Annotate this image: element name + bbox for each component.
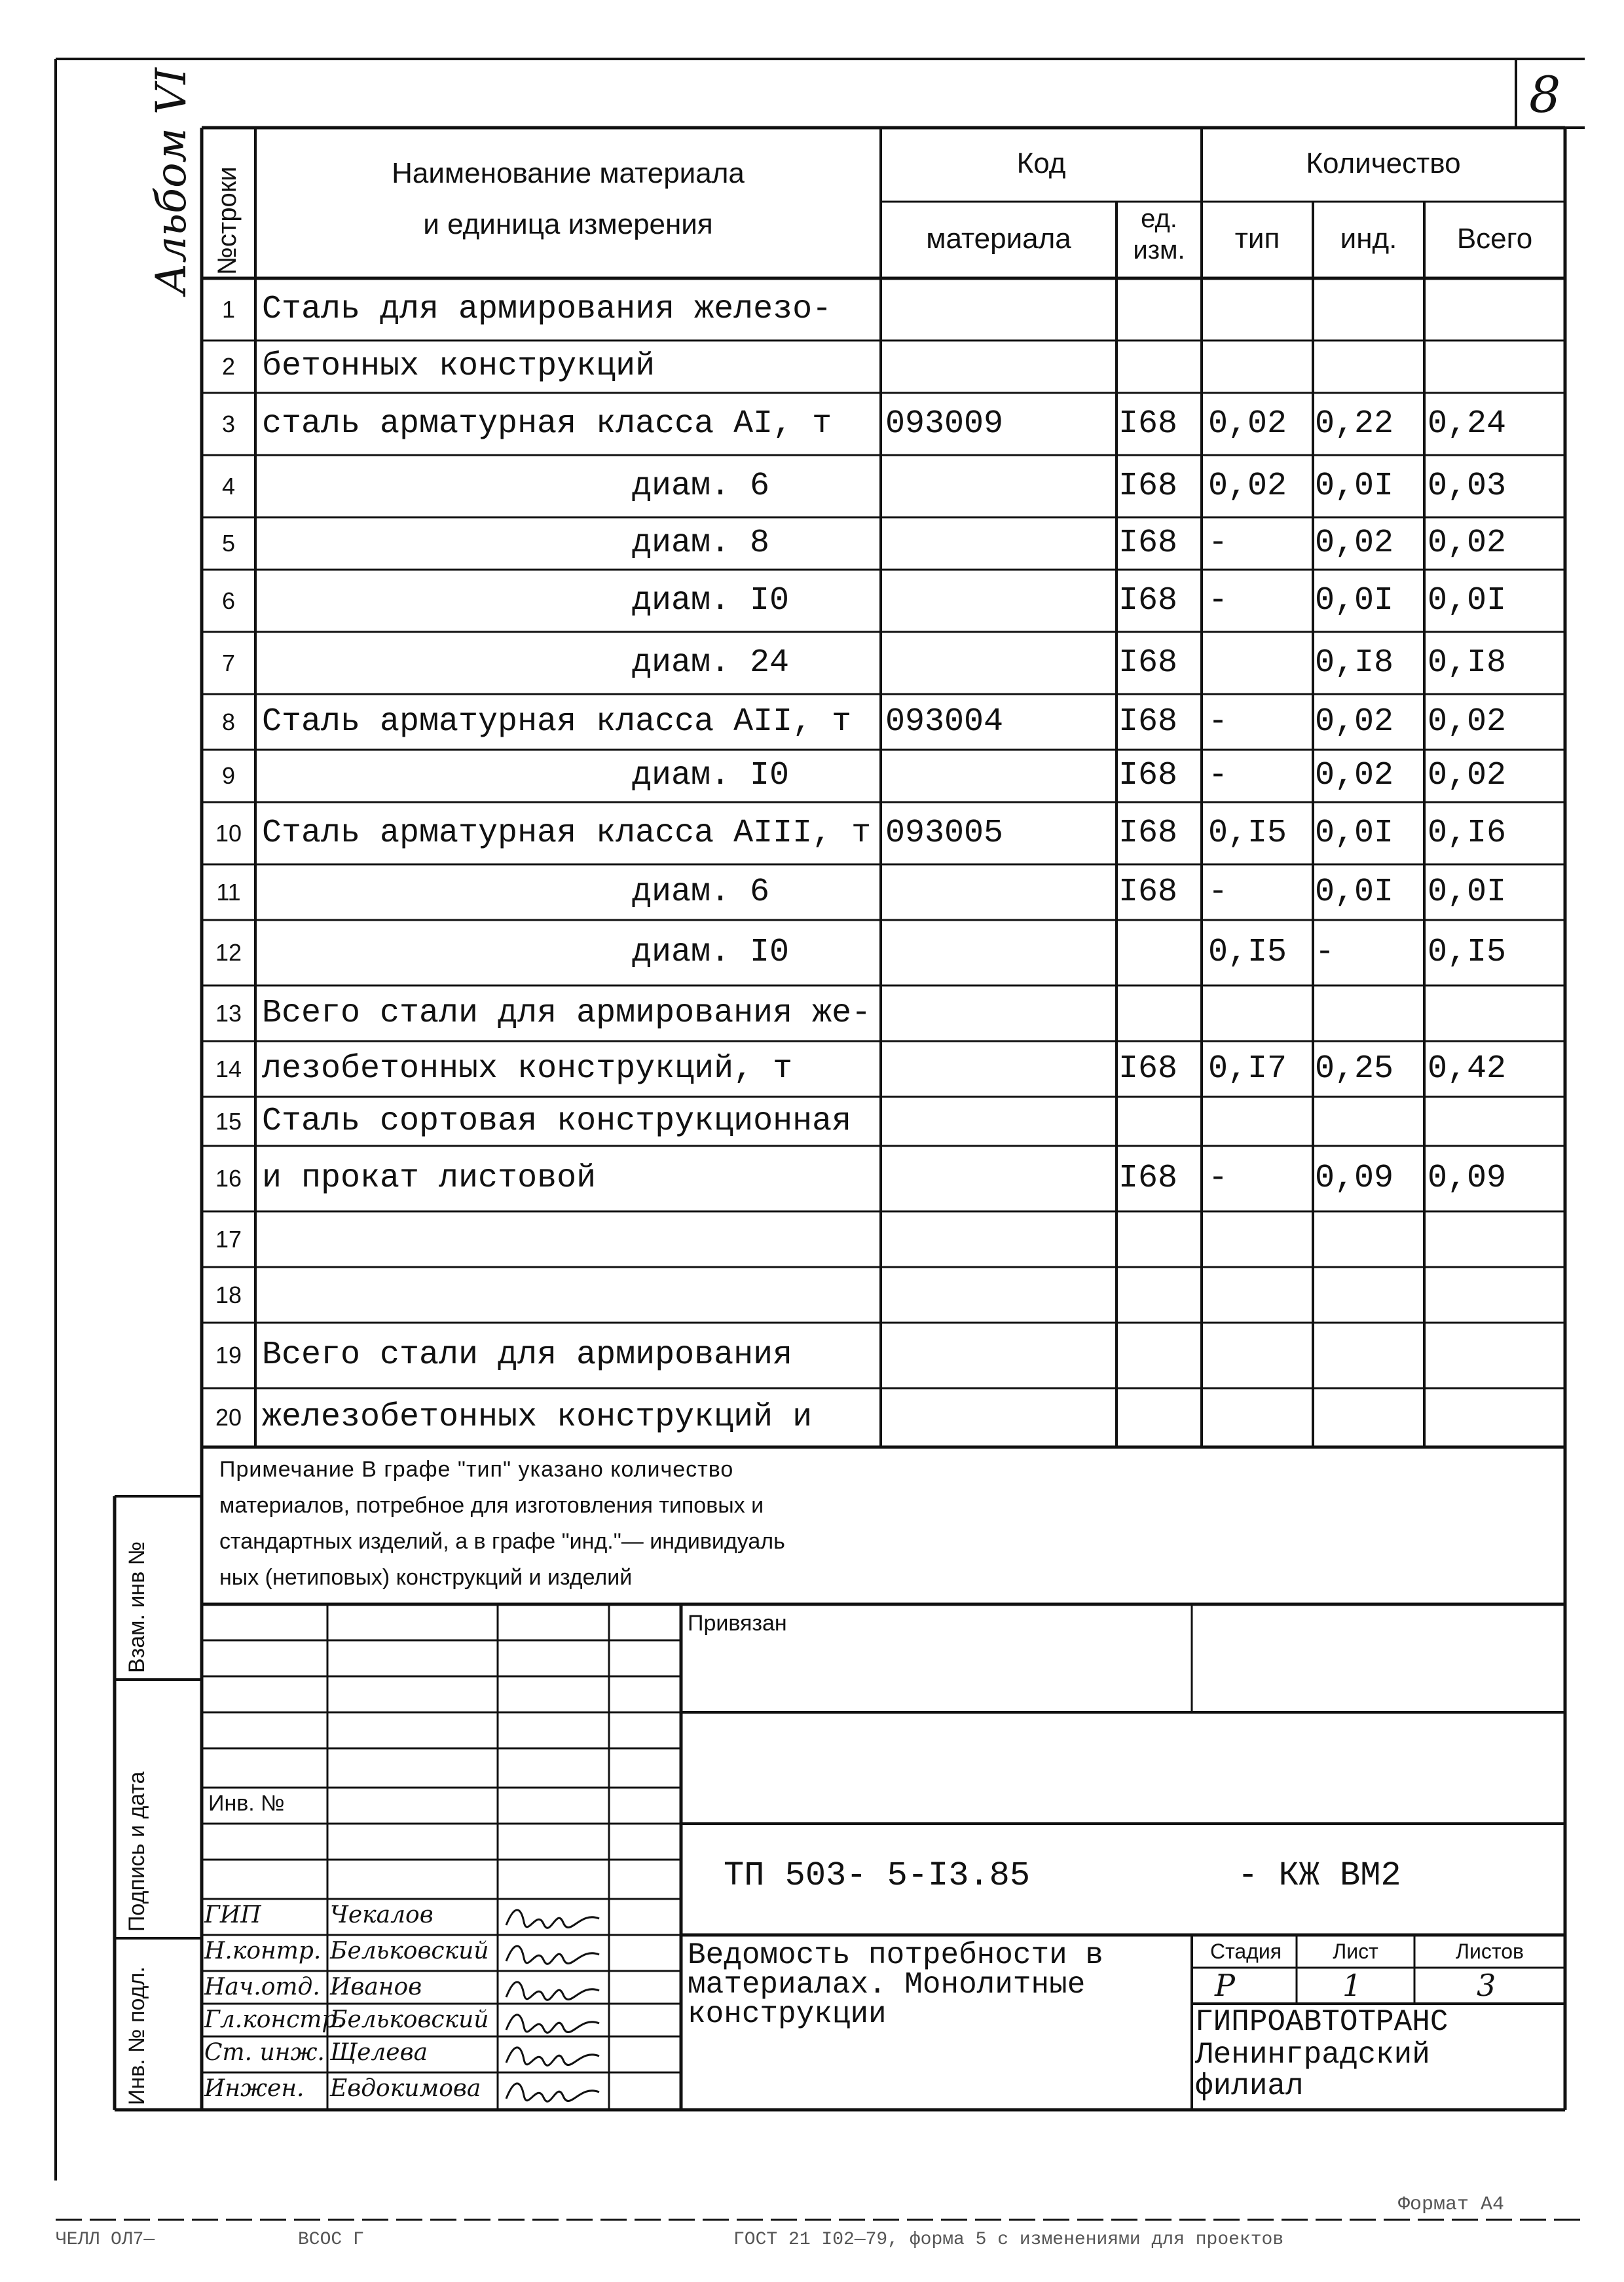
material-name: Всего стали для армирования xyxy=(262,1336,793,1374)
row-number: 14 xyxy=(215,1055,242,1082)
description-line3: конструкции xyxy=(688,1997,887,2031)
material-name: диам. 24 xyxy=(632,644,790,682)
footer-left: ЧЕЛЛ ОЛ7— xyxy=(56,2230,155,2250)
organization-line1: ГИПРОАВТОТРАНС xyxy=(1195,2005,1449,2039)
replacement-inventory-label: Взам. инв № xyxy=(124,1541,149,1673)
quantity-typ: 0,I7 xyxy=(1208,1050,1287,1088)
quantity-typ: - xyxy=(1208,524,1228,562)
organization-line3: филиал xyxy=(1195,2069,1304,2103)
material-name: Сталь для армирования железо- xyxy=(262,290,832,328)
signatory-role: ГИП xyxy=(204,1902,261,1928)
material-name: Сталь арматурная класса AII, т xyxy=(262,703,852,741)
quantity-ind: 0,09 xyxy=(1315,1160,1394,1197)
quantity-ind: - xyxy=(1315,934,1335,971)
original-inventory-label: Инв. № подл. xyxy=(124,1966,149,2105)
handwritten-signature xyxy=(501,2072,606,2108)
quantity-total: 0,42 xyxy=(1428,1050,1507,1088)
quantity-ind: 0,22 xyxy=(1315,405,1394,443)
quantity-total: 0,03 xyxy=(1428,467,1507,505)
material-name: и прокат листовой xyxy=(262,1160,597,1197)
sheet-value: 1 xyxy=(1342,1968,1362,2003)
sheet-number: 8 xyxy=(1529,65,1561,124)
unit-header-line1: ед. xyxy=(1141,204,1177,233)
note-line4: ных (нетиповых) конструкций и изделий xyxy=(219,1565,633,1590)
quantity-ind: 0,0I xyxy=(1315,814,1394,852)
name-header-line1: Наименование материала xyxy=(392,157,745,189)
quantity-total: 0,I8 xyxy=(1428,644,1507,682)
sheets-label: Листов xyxy=(1456,1940,1524,1963)
privyazan-label: Привязан xyxy=(688,1611,787,1636)
unit-code: I68 xyxy=(1118,757,1178,794)
signature-date-label: Подпись и дата xyxy=(124,1771,149,1932)
quantity-total: 0,0I xyxy=(1428,873,1507,911)
signatory-role: Нач.отд. xyxy=(204,1974,320,2000)
row-number: 1 xyxy=(221,295,236,323)
material-code: 093004 xyxy=(885,703,1004,741)
unit-code: I68 xyxy=(1118,1160,1178,1197)
footer-mid: ВСОС Г xyxy=(298,2230,364,2250)
row-number: 2 xyxy=(221,353,236,380)
signatory-role: Н.контр. xyxy=(204,1938,322,1964)
unit-code: I68 xyxy=(1118,524,1178,562)
material-name: сталь арматурная класса AI, т xyxy=(262,405,832,443)
row-number: 16 xyxy=(215,1165,242,1192)
row-number: 9 xyxy=(221,762,236,789)
row-number: 19 xyxy=(215,1342,242,1369)
quantity-total: 0,24 xyxy=(1428,405,1507,443)
row-number: 18 xyxy=(215,1281,242,1308)
signatory-role: Гл.констр. xyxy=(204,2006,344,2033)
material-header: материала xyxy=(926,223,1071,255)
sheet-label: Лист xyxy=(1333,1940,1378,1963)
quantity-ind: 0,02 xyxy=(1315,757,1394,794)
note-line3: стандартных изделий, а в графе "инд."— индивидуаль xyxy=(219,1529,785,1554)
material-name: диам. 6 xyxy=(632,467,770,505)
typ-header: тип xyxy=(1234,223,1280,255)
quantity-total: 0,02 xyxy=(1428,757,1507,794)
material-name: диам. I0 xyxy=(632,581,790,619)
description-line1: Ведомость потребности в xyxy=(688,1938,1103,1972)
row-number: 13 xyxy=(215,999,242,1027)
quantity-typ: 0,I5 xyxy=(1208,934,1287,971)
note-line1: Примечание В графе "тип" указано количество xyxy=(219,1457,734,1482)
row-number: 10 xyxy=(215,819,242,847)
quantity-ind: 0,0I xyxy=(1315,873,1394,911)
unit-code: I68 xyxy=(1118,703,1178,741)
signatory-name: Евдокимова xyxy=(330,2075,481,2102)
name-header-line2: и единица измерения xyxy=(423,208,713,240)
handwritten-signature xyxy=(501,1935,606,1971)
material-name: бетонных конструкций xyxy=(262,348,655,385)
material-code: 093005 xyxy=(885,814,1004,852)
quantity-typ: - xyxy=(1208,873,1228,911)
material-name: Сталь сортовая конструкционная xyxy=(262,1102,852,1140)
handwritten-signature xyxy=(501,2036,606,2072)
signatory-name: Бельковский xyxy=(330,1938,489,1964)
handwritten-signature xyxy=(501,1899,606,1935)
note-line2: материалов, потребное для изготовления типовых и xyxy=(219,1493,764,1518)
quantity-header: Количество xyxy=(1306,147,1461,179)
description-line2: материалах. Монолитные xyxy=(688,1968,1086,2002)
material-name: диам. I0 xyxy=(632,934,790,971)
material-name: Сталь арматурная класса AIII, т xyxy=(262,814,872,852)
row-number: 5 xyxy=(221,530,236,557)
row-number: 12 xyxy=(215,939,242,966)
unit-header-line2: изм. xyxy=(1133,236,1185,265)
signatory-name: Бельковский xyxy=(330,2006,489,2033)
quantity-total: 0,02 xyxy=(1428,703,1507,741)
row-number-header: №строки xyxy=(213,166,242,275)
quantity-total: 0,0I xyxy=(1428,581,1507,619)
material-name: железобетонных конструкций и xyxy=(262,1399,813,1436)
unit-code: I68 xyxy=(1118,581,1178,619)
quantity-typ: - xyxy=(1208,1160,1228,1197)
row-number: 3 xyxy=(221,410,236,437)
unit-code: I68 xyxy=(1118,405,1178,443)
material-name: диам. 8 xyxy=(632,524,770,562)
signatory-name: Иванов xyxy=(330,1974,422,2000)
quantity-ind: 0,I8 xyxy=(1315,644,1394,682)
signatory-name: Щелева xyxy=(330,2039,428,2066)
quantity-ind: 0,0I xyxy=(1315,467,1394,505)
stage-value: Р xyxy=(1215,1968,1235,2003)
unit-code: I68 xyxy=(1118,467,1178,505)
material-name: лезобетонных конструкций, т xyxy=(262,1050,793,1088)
row-number: 15 xyxy=(215,1107,242,1135)
document-code: ТП 503- 5-I3.85 xyxy=(724,1856,1031,1895)
sheets-value: 3 xyxy=(1477,1968,1496,2003)
row-number: 6 xyxy=(221,587,236,614)
unit-code: I68 xyxy=(1118,644,1178,682)
code-header: Код xyxy=(1016,147,1066,179)
quantity-total: 0,02 xyxy=(1428,524,1507,562)
signatory-name: Чекалов xyxy=(330,1902,434,1928)
signatory-role: Ст. инж. xyxy=(204,2039,325,2066)
quantity-typ: - xyxy=(1208,703,1228,741)
quantity-total: 0,I5 xyxy=(1428,934,1507,971)
row-number: 7 xyxy=(221,649,236,676)
unit-code: I68 xyxy=(1118,814,1178,852)
unit-code: I68 xyxy=(1118,873,1178,911)
handwritten-signature xyxy=(501,1971,606,2007)
row-number: 20 xyxy=(215,1404,242,1431)
quantity-typ: - xyxy=(1208,581,1228,619)
quantity-typ: 0,I5 xyxy=(1208,814,1287,852)
material-name: диам. I0 xyxy=(632,757,790,794)
signatory-role: Инжен. xyxy=(204,2075,304,2102)
footer-right: ГОСТ 21 I02—79, форма 5 с изменениями для проектов xyxy=(733,2230,1284,2250)
quantity-typ: 0,02 xyxy=(1208,405,1287,443)
document-mark: - КЖ ВМ2 xyxy=(1238,1856,1401,1895)
quantity-ind: 0,02 xyxy=(1315,703,1394,741)
quantity-ind: 0,0I xyxy=(1315,581,1394,619)
quantity-total: 0,I6 xyxy=(1428,814,1507,852)
material-name: Всего стали для армирования же- xyxy=(262,994,872,1032)
quantity-ind: 0,25 xyxy=(1315,1050,1394,1088)
format-label: Формат А4 xyxy=(1398,2194,1505,2216)
row-number: 4 xyxy=(221,472,236,500)
stage-label: Стадия xyxy=(1209,1940,1282,1963)
unit-code: I68 xyxy=(1118,1050,1178,1088)
quantity-ind: 0,02 xyxy=(1315,524,1394,562)
quantity-typ: 0,02 xyxy=(1208,467,1287,505)
handwritten-signature xyxy=(501,2004,606,2040)
quantity-total: 0,09 xyxy=(1428,1160,1507,1197)
ind-header: инд. xyxy=(1340,223,1397,255)
organization-line2: Ленинградский xyxy=(1195,2038,1430,2072)
quantity-typ: - xyxy=(1208,757,1228,794)
total-header: Всего xyxy=(1456,223,1533,255)
row-number: 17 xyxy=(215,1225,242,1253)
material-name: диам. 6 xyxy=(632,873,770,911)
album-label: Альбом VI xyxy=(147,67,196,295)
material-code: 093009 xyxy=(885,405,1004,443)
row-number: 8 xyxy=(221,708,236,735)
row-number: 11 xyxy=(216,878,241,906)
inventory-number-label: Инв. № xyxy=(208,1791,285,1816)
